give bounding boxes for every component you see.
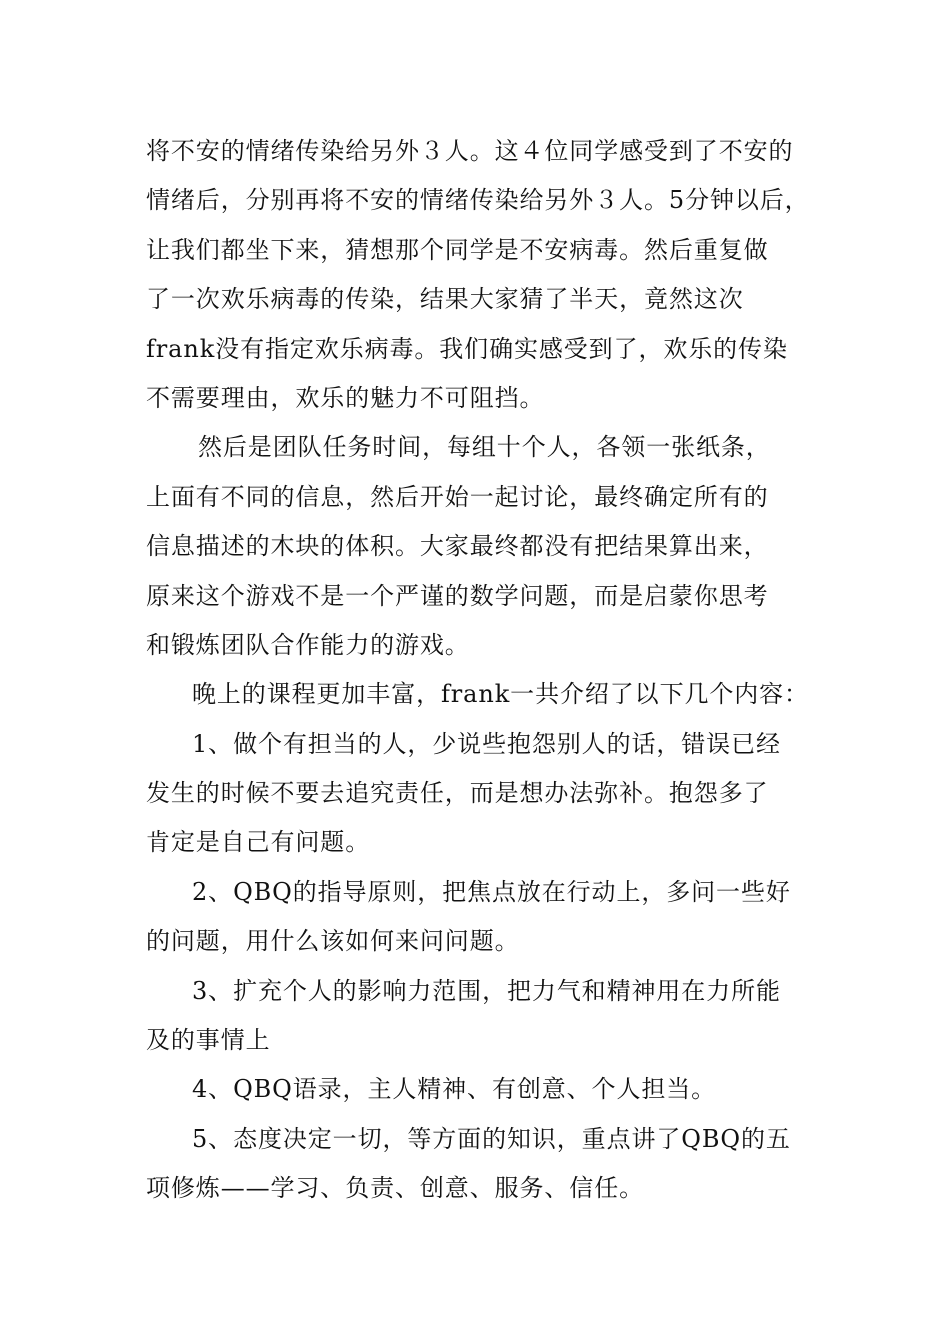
list-item-first-line: 5、态度决定一切，等方面的知识，重点讲了QBQ的五 bbox=[192, 1124, 791, 1153]
list-item-first-line: 2、QBQ的指导原则，把焦点放在行动上，多问一些好 bbox=[192, 877, 791, 906]
text-line: 情绪后，分别再将不安的情绪传染给另外３人。5分钟以后， bbox=[146, 186, 810, 215]
text-line: 让我们都坐下来，猜想那个同学是不安病毒。然后重复做 bbox=[146, 235, 769, 264]
text-line: 上面有不同的信息，然后开始一起讨论，最终确定所有的 bbox=[146, 482, 769, 511]
paragraph-first-line: 然后是团队任务时间，每组十个人，各领一张纸条， bbox=[198, 433, 771, 462]
list-item-first-line: 3、扩充个人的影响力范围，把力气和精神用在力所能 bbox=[192, 976, 781, 1005]
text-line: 将不安的情绪传染给另外３人。这４位同学感受到了不安的 bbox=[146, 137, 794, 165]
text-line: 的问题，用什么该如何来问问题。 bbox=[146, 927, 520, 956]
text-line: 原来这个游戏不是一个严谨的数学问题，而是启蒙你思考 bbox=[146, 581, 769, 610]
text-line: 不需要理由，欢乐的魅力不可阻挡。 bbox=[146, 383, 545, 412]
text-line: 项修炼——学习、负责、创意、服务、信任。 bbox=[146, 1174, 644, 1203]
text-line: 发生的时候不要去追究责任，而是想办法弥补。抱怨多了 bbox=[146, 779, 769, 808]
text-line: 和锻炼团队合作能力的游戏。 bbox=[146, 630, 470, 659]
paragraph-first-line: 晚上的课程更加丰富，frank一共介绍了以下几个内容： bbox=[192, 680, 809, 709]
document-body bbox=[146, 127, 818, 1214]
list-item-first-line: 1、做个有担当的人，少说些抱怨别人的话，错误已经 bbox=[192, 729, 781, 758]
text-line: 信息描述的木块的体积。大家最终都没有把结果算出来， bbox=[146, 532, 769, 561]
text-line: 了一次欢乐病毒的传染，结果大家猜了半天，竟然这次 bbox=[146, 285, 744, 314]
text-line: 及的事情上 bbox=[146, 1026, 271, 1055]
text-line: 肯定是自己有问题。 bbox=[146, 828, 371, 857]
list-item-first-line: 4、QBQ语录，主人精神、有创意、个人担当。 bbox=[192, 1075, 717, 1104]
text-line: frank没有指定欢乐病毒。我们确实感受到了，欢乐的传染 bbox=[146, 334, 788, 363]
